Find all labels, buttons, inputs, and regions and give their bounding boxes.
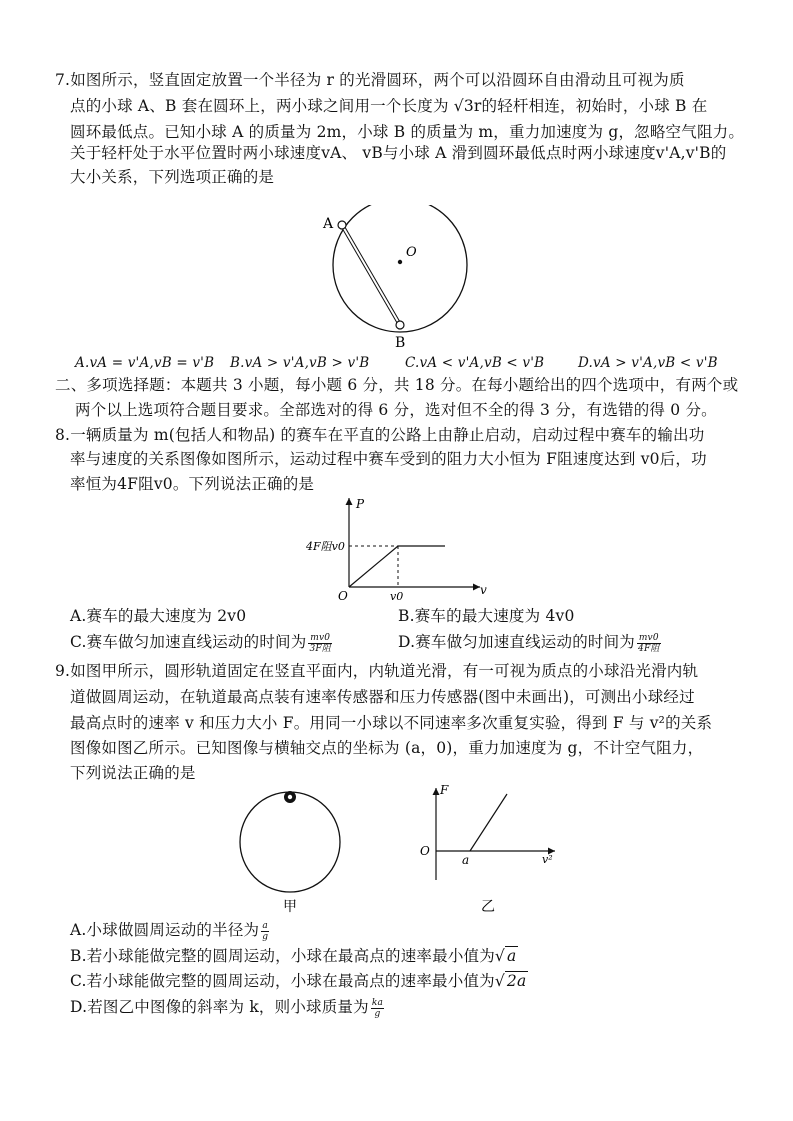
q8-option-d-text: D.赛车做匀加速直线运动的时间为 bbox=[398, 633, 636, 651]
v-axis-label: v bbox=[480, 583, 487, 597]
q9-line-2: 道做圆周运动，在轨道最高点装有速率传感器和压力传感器(图中未画出)，可测出小球经过 bbox=[70, 688, 695, 706]
q7-ring-figure bbox=[320, 205, 480, 350]
q9-option-d-text: D.若图乙中图像的斜率为 k，则小球质量为 bbox=[70, 998, 369, 1016]
q9-option-b-text: B.若小球能做完整的圆周运动，小球在最高点的速率最小值为 bbox=[70, 947, 495, 965]
q9-line-5: 下列说法正确的是 bbox=[70, 764, 196, 782]
v2-axis-label: v² bbox=[542, 853, 553, 866]
q9-option-d bbox=[70, 996, 386, 1019]
frac-numerator: mv0 bbox=[638, 632, 659, 643]
frac-denominator: 3F阻 bbox=[309, 643, 332, 654]
sqrt-radicand: a bbox=[507, 947, 517, 965]
q8-option-c-text: C.赛车做匀加速直线运动的时间为 bbox=[70, 633, 307, 651]
x-mark-label: v0 bbox=[390, 590, 404, 603]
frac-denominator: g bbox=[262, 931, 269, 942]
label-b: B bbox=[395, 335, 406, 350]
q9-option-d-fraction bbox=[371, 998, 384, 1019]
ball-b bbox=[396, 321, 404, 329]
q8-line-2: 率与速度的关系图像如图所示，运动过程中赛车受到的阻力大小恒为 F阻速度达到 v0后，功 bbox=[70, 450, 707, 468]
origin-label: O bbox=[420, 844, 430, 858]
q9-line-3: 最高点时的速率 v 和压力大小 F。用同一小球以不同速率多次重复实验，得到 F 与 v²的关系 bbox=[70, 714, 713, 732]
label-jia: 甲 bbox=[283, 899, 297, 915]
q8-line-3: 率恒为4F阻v0。下列说法正确的是 bbox=[70, 475, 315, 493]
q9-track-figure bbox=[235, 785, 345, 915]
q9-option-b bbox=[70, 945, 518, 967]
ring-circle bbox=[333, 205, 467, 332]
frac-denominator: g bbox=[374, 1008, 381, 1019]
y-mark-label: 4F阻v0 bbox=[306, 540, 345, 553]
q9-option-c-text: C.若小球能做完整的圆周运动，小球在最高点的速率最小值为 bbox=[70, 972, 495, 990]
q8-option-d bbox=[398, 631, 663, 654]
q7-line-4: 关于轻杆处于水平位置时两小球速度vA、 vB与小球 A 滑到圆环最低点时两小球速度v'A,v'B的 bbox=[70, 144, 727, 162]
q8-option-b: B.赛车的最大速度为 4v0 bbox=[398, 607, 575, 625]
q8-line-1: 8.一辆质量为 m(包括人和物品) 的赛车在平直的公路上由静止启动，启动过程中赛车的输出功 bbox=[55, 426, 705, 444]
q7-line-3: 圆环最低点。已知小球 A 的质量为 2m，小球 B 的质量为 m，重力加速度为 g，忽略空气阻力。 bbox=[70, 123, 745, 141]
q9-option-a-text: A.小球做圆周运动的半径为 bbox=[70, 921, 260, 939]
a-mark-label: a bbox=[462, 853, 470, 867]
q9-option-b-sqrt: √ a bbox=[494, 947, 517, 965]
q9-line-4: 图像如图乙所示。已知图像与横轴交点的坐标为 (a，0)，重力加速度为 g，不计空气阻力， bbox=[70, 739, 704, 757]
section2-line-2: 两个以上选项符合题目要求。全部选对的得 6 分，选对但不全的得 3 分，有选错的得 0 分。 bbox=[75, 401, 717, 419]
frac-numerator: mv0 bbox=[310, 632, 331, 643]
f-line bbox=[470, 794, 507, 851]
q8-option-a: A.赛车的最大速度为 2v0 bbox=[70, 607, 247, 625]
q8-option-d-fraction bbox=[637, 633, 661, 654]
p-axis-label: P bbox=[356, 497, 365, 511]
ball-a bbox=[338, 221, 346, 229]
q7-line-2: 点的小球 A、B 套在圆环上，两小球之间用一个长度为 √3r的轻杆相连，初始时，小球 B 在 bbox=[70, 97, 708, 115]
f-axis-label: F bbox=[440, 783, 449, 797]
q8-option-c bbox=[70, 631, 334, 654]
label-o: O bbox=[406, 245, 417, 260]
q7-line-1: 7.如图所示，竖直固定放置一个半径为 r 的光滑圆环，两个可以沿圆环自由滑动且可视为质 bbox=[55, 71, 685, 89]
q8-option-c-fraction bbox=[308, 633, 332, 654]
q9-option-a bbox=[70, 919, 271, 942]
q9-option-c-sqrt: √ 2a bbox=[494, 972, 527, 990]
frac-denominator: 4F阻 bbox=[638, 643, 660, 654]
q9-option-c bbox=[70, 970, 528, 992]
q7-option-c: C.vA < v'A,vB < v'B bbox=[405, 355, 545, 371]
frac-numerator: a bbox=[262, 920, 268, 931]
q9-line-1: 9.如图甲所示，圆形轨道固定在竖直平面内，内轨道光滑，有一可视为质点的小球沿光滑内轨 bbox=[55, 662, 699, 680]
track-circle bbox=[240, 792, 340, 892]
sqrt-radicand: 2a bbox=[506, 972, 527, 990]
section2-line-1: 二、多项选择题：本题共 3 小题，每小题 6 分，共 18 分。在每小题给出的四个选项中，有两个或 bbox=[55, 376, 739, 394]
q7-line-5: 大小关系，下列选项正确的是 bbox=[70, 168, 275, 186]
center-dot bbox=[398, 260, 402, 264]
q7-option-a: A.vA = v'A,vB = v'B bbox=[75, 355, 215, 371]
rising-segment bbox=[349, 546, 398, 587]
q8-power-velocity-chart bbox=[300, 490, 500, 605]
frac-numerator: ka bbox=[371, 997, 384, 1008]
q7-option-b: B.vA > v'A,vB > v'B bbox=[230, 355, 370, 371]
q7-option-d: D.vA > v'A,vB < v'B bbox=[578, 355, 718, 371]
label-yi: 乙 bbox=[481, 899, 495, 915]
label-a: A bbox=[323, 216, 334, 232]
q9-option-a-fraction bbox=[261, 921, 269, 942]
q9-force-chart bbox=[412, 780, 572, 915]
origin-label: O bbox=[338, 589, 348, 603]
